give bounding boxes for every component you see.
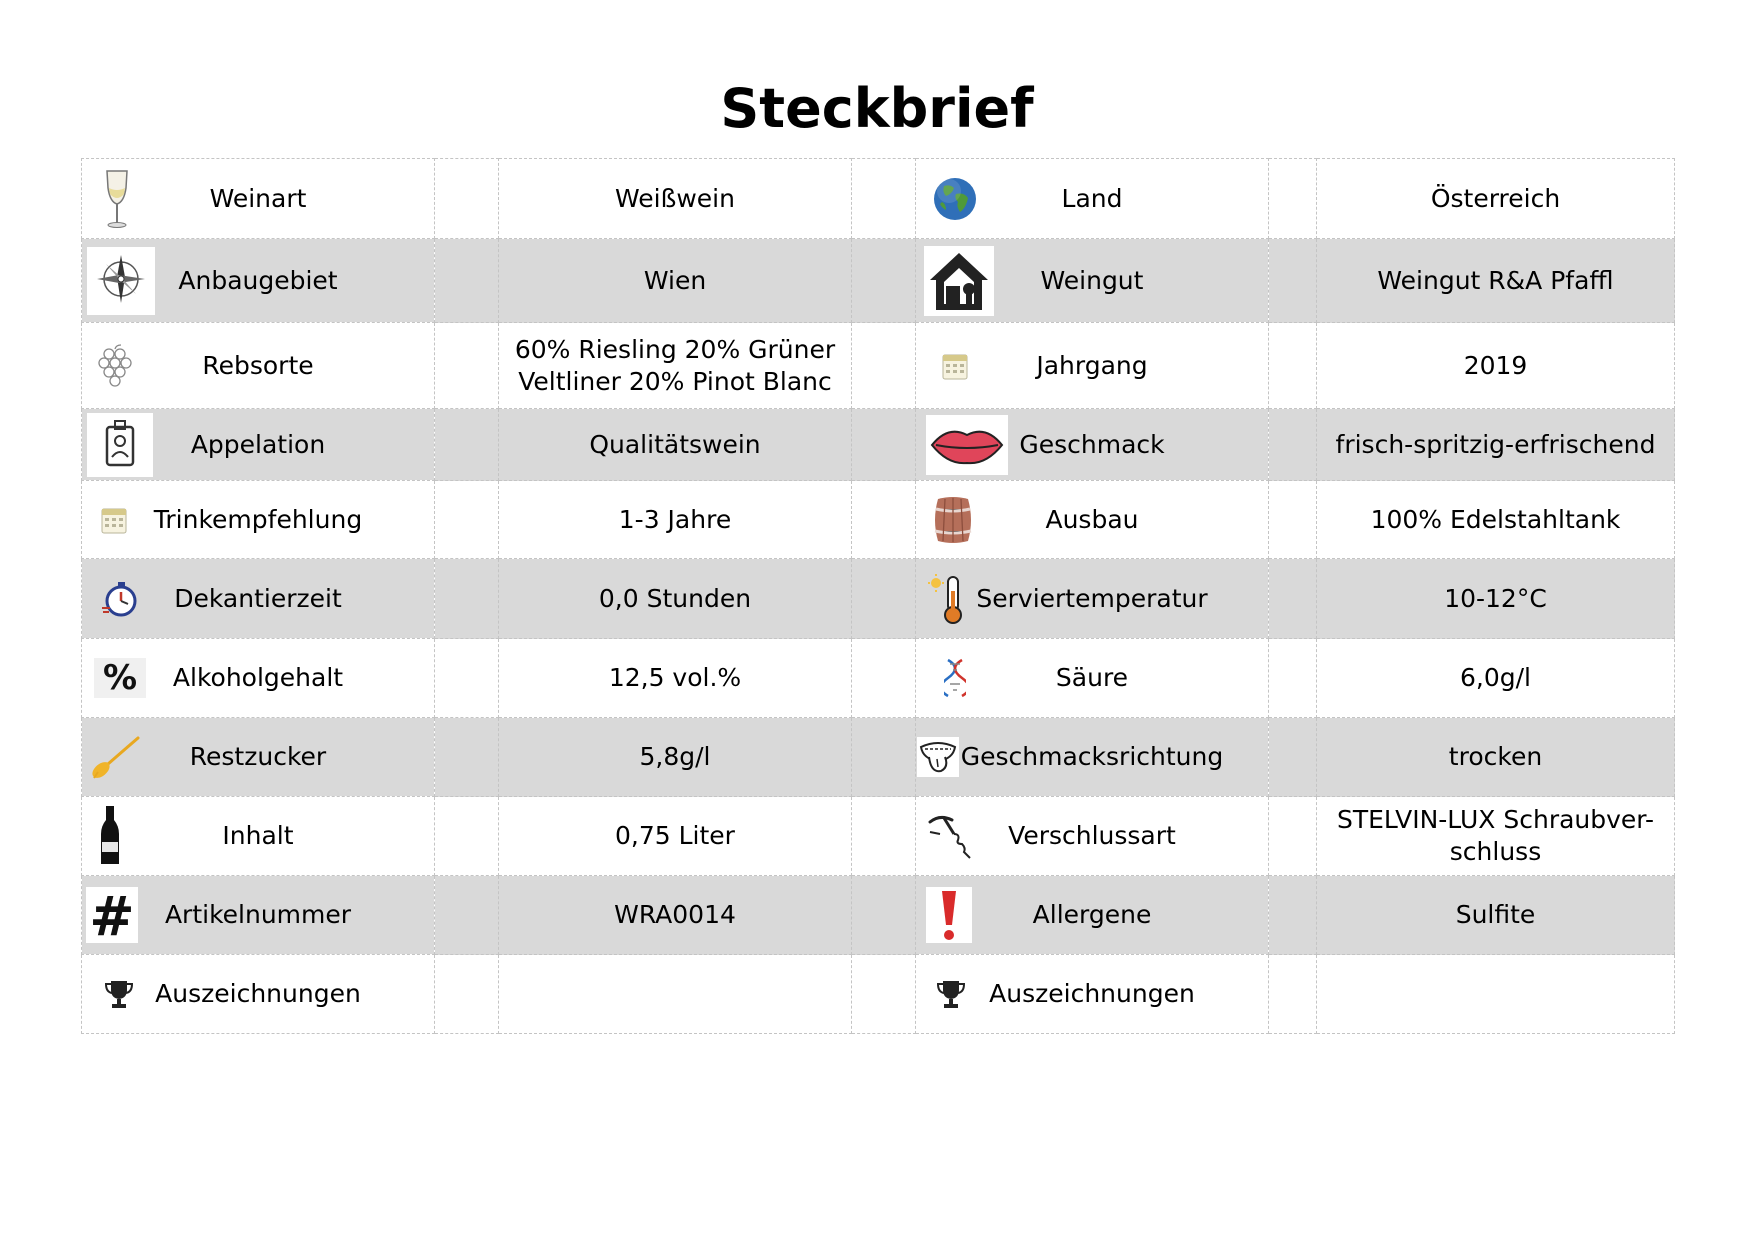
compass-icon — [87, 247, 155, 315]
svg-text:%: % — [102, 658, 138, 698]
corkscrew-icon — [926, 812, 974, 860]
table-row — [82, 239, 1675, 323]
label-cell — [916, 409, 1269, 481]
value-cell: Weißwein — [499, 159, 852, 239]
row-label: Alkoholgehalt — [172, 663, 344, 692]
label-cell — [82, 797, 435, 876]
table-row — [82, 639, 1675, 718]
row-label: Auszeichnungen — [989, 979, 1195, 1008]
row-label: Jahrgang — [1036, 350, 1148, 380]
tongue-icon — [917, 737, 959, 777]
label-cell — [82, 639, 435, 718]
exclamation-icon — [926, 887, 972, 943]
table-row — [82, 797, 1675, 876]
row-label: Land — [1061, 183, 1123, 213]
row-label: Restzucker — [189, 742, 327, 771]
row-label: Ausbau — [1045, 504, 1139, 534]
row-label: Serviertemperatur — [976, 583, 1208, 613]
label-cell — [82, 323, 435, 409]
value-cell: trocken — [1317, 718, 1675, 797]
value-cell — [499, 955, 852, 1034]
row-label: Allergene — [1032, 900, 1152, 929]
label-cell — [82, 159, 435, 239]
value-cell: Österreich — [1317, 159, 1675, 239]
value-cell: Wien — [499, 239, 852, 323]
row-label: Inhalt — [222, 821, 294, 850]
label-cell — [916, 797, 1269, 876]
value-cell: 1-3 Jahre — [499, 481, 852, 559]
value-cell: 2019 — [1317, 323, 1675, 409]
row-label: Appelation — [190, 429, 326, 459]
value-cell: frisch-spritzig-erfrischend — [1317, 409, 1675, 481]
row-label: Artikelnummer — [164, 900, 352, 929]
row-label: Weinart — [209, 183, 307, 213]
value-cell: 10-12°C — [1317, 559, 1675, 639]
table-row — [82, 481, 1675, 559]
label-cell — [82, 559, 435, 639]
table-row — [82, 718, 1675, 797]
grapes-icon — [98, 344, 132, 388]
label-cell — [916, 876, 1269, 955]
bottle-icon — [89, 804, 131, 868]
row-label: Säure — [1055, 663, 1129, 692]
label-cell — [916, 159, 1269, 239]
row-label: Weingut — [1040, 265, 1144, 295]
thermometer-icon — [928, 573, 964, 625]
calendar-icon — [942, 352, 968, 380]
value-cell: Qualitätswein — [499, 409, 852, 481]
label-cell — [916, 323, 1269, 409]
calendar-icon — [101, 506, 127, 534]
table-row — [82, 955, 1675, 1034]
lips-icon — [926, 415, 1008, 475]
table-row — [82, 159, 1675, 239]
svg-text:#: # — [89, 887, 135, 943]
label-cell — [916, 481, 1269, 559]
trophy-icon — [936, 978, 966, 1010]
value-cell: STELVIN-LUX Schraubver-schluss — [1317, 797, 1675, 876]
table-row — [82, 409, 1675, 481]
value-cell: Sulfite — [1317, 876, 1675, 955]
label-cell — [916, 239, 1269, 323]
page-title: Steckbrief — [720, 77, 1034, 140]
globe-icon — [932, 176, 978, 222]
row-label: Anbaugebiet — [178, 265, 338, 295]
row-label: Rebsorte — [202, 350, 314, 380]
wine-profile-table — [81, 158, 1675, 1034]
label-cell — [82, 718, 435, 797]
wine-glass-icon — [102, 168, 132, 230]
label-cell — [82, 239, 435, 323]
label-cell — [82, 481, 435, 559]
badge-icon — [87, 413, 153, 477]
barrel-icon — [932, 495, 974, 545]
value-cell: 60% Riesling 20% Grüner Veltliner 20% Pinot Blanc — [499, 323, 852, 409]
value-cell: WRA0014 — [499, 876, 852, 955]
value-cell: 5,8g/l — [499, 718, 852, 797]
label-cell — [916, 559, 1269, 639]
percent-icon — [94, 658, 146, 698]
table-row — [82, 876, 1675, 955]
label-cell — [82, 876, 435, 955]
row-label: Dekantierzeit — [174, 583, 342, 613]
winery-house-icon — [924, 246, 994, 316]
value-cell: 100% Edelstahltank — [1317, 481, 1675, 559]
value-cell: 0,75 Liter — [499, 797, 852, 876]
label-cell — [916, 718, 1269, 797]
row-label: Trinkempfehlung — [153, 504, 363, 534]
trophy-icon — [104, 978, 134, 1010]
label-cell — [916, 639, 1269, 718]
row-label: Geschmacksrichtung — [960, 742, 1224, 771]
row-label: Verschlussart — [1008, 821, 1176, 850]
stopwatch-icon — [100, 580, 138, 618]
table-row — [82, 559, 1675, 639]
value-cell: 6,0g/l — [1317, 639, 1675, 718]
hash-icon — [86, 887, 138, 943]
row-label: Auszeichnungen — [155, 979, 361, 1008]
row-label: Geschmack — [1019, 429, 1165, 459]
label-cell — [82, 409, 435, 481]
dna-icon — [944, 658, 966, 698]
value-cell: 12,5 vol.% — [499, 639, 852, 718]
label-cell — [82, 955, 435, 1034]
sugar-spoon-icon — [90, 734, 140, 780]
label-cell — [916, 955, 1269, 1034]
value-cell: 0,0 Stunden — [499, 559, 852, 639]
table-row — [82, 323, 1675, 409]
value-cell: Weingut R&A Pfaffl — [1317, 239, 1675, 323]
value-cell — [1317, 955, 1675, 1034]
